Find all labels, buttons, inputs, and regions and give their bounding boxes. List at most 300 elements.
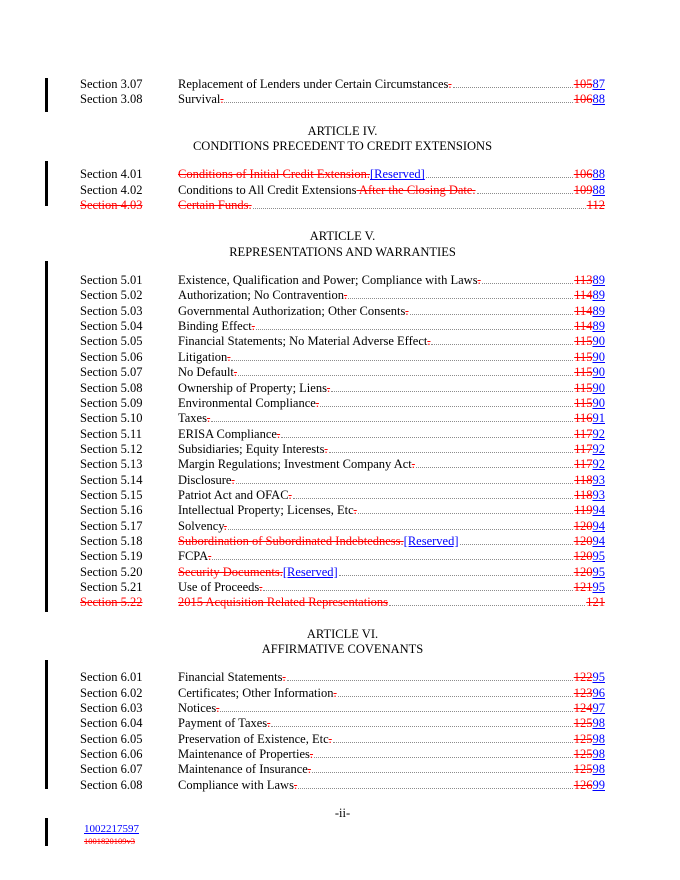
toc-row (80, 686, 605, 701)
dot-leader (281, 436, 573, 438)
section-title (178, 732, 332, 747)
article-number: ARTICLE IV. (307, 123, 378, 138)
page-number-deleted: 120 (573, 533, 593, 548)
section-title (178, 183, 476, 198)
page-numbers (574, 92, 605, 107)
page-number-inserted: 97 (592, 701, 605, 716)
page-numbers (574, 381, 605, 396)
title-text-inserted: [Reserved] (403, 533, 459, 548)
dot-leader (333, 741, 573, 743)
dot-leader (339, 574, 573, 576)
page-numbers (574, 519, 605, 534)
page-number-deleted: 109 (573, 182, 593, 197)
page-number-inserted: 90 (592, 395, 605, 410)
title-text-deleted: . (309, 747, 314, 762)
page-numbers (574, 396, 605, 411)
page-number-deleted: 106 (573, 167, 593, 182)
toc-row (80, 427, 605, 442)
title-text-deleted: . (343, 288, 348, 303)
title-text-deleted: . (276, 426, 281, 441)
toc-row (80, 473, 605, 488)
section-title (178, 334, 430, 349)
page-number-inserted: 94 (592, 518, 605, 533)
page-number-inserted: 88 (592, 182, 605, 197)
section-number: Section 5.06 (80, 349, 143, 364)
toc-row-group (80, 670, 605, 793)
title-text-deleted: . (405, 303, 409, 318)
dot-leader (482, 282, 574, 284)
page-numbers (574, 549, 605, 564)
section-number: Section 6.05 (80, 731, 143, 746)
dot-leader (211, 420, 573, 422)
article-heading (80, 229, 605, 260)
change-bar (45, 261, 48, 612)
page-numbers (574, 442, 605, 457)
page-number-deleted: 115 (574, 380, 593, 395)
toc-row (80, 701, 605, 716)
title-text-normal: Existence, Qualification and Power; Compliance with Laws (178, 273, 478, 288)
page-number-inserted: 90 (592, 334, 605, 349)
title-text-inserted: [Reserved] (282, 564, 338, 579)
page-numbers (574, 473, 605, 488)
title-text-deleted: . (206, 411, 211, 426)
page-number-inserted: 89 (592, 288, 605, 303)
title-text-deleted: . (267, 716, 271, 731)
page-numbers (574, 488, 605, 503)
section-title (178, 365, 237, 380)
title-text-deleted: . (293, 777, 298, 792)
change-bar (45, 78, 48, 112)
page-numbers (587, 198, 605, 213)
footer-page-number: -ii- (334, 806, 351, 821)
page-numbers (574, 288, 605, 303)
title-text-normal: Solvency (178, 518, 224, 533)
title-text-deleted: . (220, 92, 224, 107)
page-number-deleted: 114 (574, 288, 593, 303)
page-number-inserted: 89 (592, 303, 605, 318)
section-title (178, 92, 223, 107)
title-text-deleted: . (259, 579, 263, 594)
toc-row (80, 519, 605, 534)
toc-row (80, 92, 605, 107)
page-numbers (574, 319, 605, 334)
section-title (178, 488, 292, 503)
article-title: AFFIRMATIVE COVENANTS (261, 642, 424, 656)
page-number-deleted: 114 (574, 303, 593, 318)
section-number: Section 5.17 (80, 518, 143, 533)
title-text-deleted: . (227, 349, 231, 364)
section-number: Section 5.05 (80, 334, 143, 349)
section-title (178, 350, 230, 365)
page-number-deleted: 106 (573, 92, 593, 107)
footer-doc-numbers (84, 823, 605, 846)
section-number: Section 5.08 (80, 380, 143, 395)
dot-leader (263, 589, 572, 591)
section-number: Section 5.01 (80, 273, 143, 288)
page-number-inserted: 89 (592, 273, 605, 288)
page-numbers (574, 778, 605, 793)
toc-row (80, 716, 605, 731)
section-title (178, 381, 330, 396)
section-title (178, 304, 409, 319)
dot-leader (426, 176, 573, 178)
page-numbers (574, 334, 605, 349)
title-text-deleted: 2015 Acquisition Related Representations (178, 595, 389, 610)
section-number: Section 3.07 (80, 77, 143, 91)
section-title (178, 519, 227, 534)
page-number-deleted: 125 (573, 762, 593, 777)
title-text-normal: Ownership of Property; Liens (178, 380, 327, 395)
page-numbers (574, 167, 605, 182)
title-text-deleted: . (251, 319, 255, 334)
title-text-normal: Replacement of Lenders under Certain Circumstances (178, 77, 449, 91)
page-numbers (574, 716, 605, 731)
toc-row (80, 334, 605, 349)
section-number: Section 5.16 (80, 503, 143, 518)
section-number: Section 6.07 (80, 762, 143, 777)
section-number: Section 6.06 (80, 747, 143, 762)
page-numbers (574, 77, 605, 92)
page-numbers (574, 427, 605, 442)
section-number: Section 4.01 (80, 167, 143, 182)
page-number-deleted: 118 (574, 472, 593, 487)
dot-leader (220, 710, 572, 712)
page-number-deleted: 117 (574, 457, 593, 472)
page-number-inserted: 98 (592, 762, 605, 777)
page-number-inserted: 96 (592, 685, 605, 700)
page-number-inserted: 95 (592, 564, 605, 579)
page-number-deleted: 119 (574, 503, 593, 518)
dot-leader (460, 543, 573, 545)
toc-blocks (80, 77, 605, 793)
title-text-deleted: . (233, 365, 238, 380)
section-title (178, 457, 415, 472)
dot-leader (228, 528, 573, 530)
dot-leader (416, 466, 573, 468)
title-text-normal: Payment of Taxes (178, 716, 268, 731)
toc-row (80, 381, 605, 396)
toc-row (80, 77, 605, 92)
section-number: Section 5.10 (80, 411, 143, 426)
title-text-inserted: [Reserved] (370, 167, 425, 182)
toc-row (80, 411, 605, 426)
section-title (178, 198, 252, 213)
section-title (178, 319, 255, 334)
title-text-normal: Maintenance of Properties (178, 747, 310, 762)
toc-row (80, 580, 605, 595)
page-numbers (574, 350, 605, 365)
title-text-normal: Compliance with Laws (178, 777, 294, 792)
section-title (178, 473, 235, 488)
section-title (178, 427, 280, 442)
section-number: Section 6.02 (80, 685, 143, 700)
title-text-normal: Survival (178, 92, 221, 107)
page-number-deleted: 123 (573, 685, 593, 700)
dot-leader (236, 482, 574, 484)
title-text-deleted: Subordination of Subordinated Indebtedness. (178, 533, 404, 548)
page-number-deleted: 120 (573, 549, 593, 564)
title-text-deleted: . (288, 487, 292, 502)
page-numbers (574, 304, 605, 319)
section-title (178, 747, 313, 762)
section-title (178, 716, 270, 731)
page-numbers (574, 411, 605, 426)
title-text-normal: Financial Statements (178, 670, 283, 685)
title-text-normal: Governmental Authorization; Other Consents (178, 303, 406, 318)
page-numbers (574, 747, 605, 762)
section-number: Section 4.03 (80, 198, 143, 213)
page-number-deleted: 115 (574, 334, 593, 349)
dot-leader (348, 297, 573, 299)
page-numbers (574, 732, 605, 747)
section-title (178, 288, 347, 303)
toc-row (80, 534, 605, 549)
section-number: Section 5.19 (80, 549, 143, 564)
page-numbers (574, 273, 605, 288)
section-number: Section 5.03 (80, 303, 143, 318)
title-text-deleted: . (208, 549, 212, 564)
section-number: Section 5.21 (80, 579, 143, 594)
section-number: Section 5.02 (80, 288, 143, 303)
toc-row (80, 319, 605, 334)
title-text-deleted: . (223, 518, 227, 533)
section-title (178, 762, 311, 777)
dot-leader (271, 725, 572, 727)
title-text-deleted: . (353, 503, 357, 518)
page-number-deleted: 113 (574, 273, 593, 288)
section-title (178, 442, 328, 457)
page-number-inserted: 90 (592, 365, 605, 380)
page-number-inserted: 92 (592, 441, 605, 456)
title-text-normal: Certificates; Other Information (178, 685, 334, 700)
page-number-inserted: 89 (592, 319, 605, 334)
section-number: Section 6.08 (80, 777, 143, 792)
page-number-deleted: 125 (573, 716, 593, 731)
toc-row (80, 762, 605, 777)
section-number: Section 6.04 (80, 716, 143, 731)
toc-row (80, 198, 605, 213)
section-number: Section 4.02 (80, 182, 143, 197)
toc-row (80, 396, 605, 411)
title-text-normal: Litigation (178, 349, 228, 364)
title-text-deleted: . (315, 395, 319, 410)
article-title: CONDITIONS PRECEDENT TO CREDIT EXTENSIONS (192, 139, 493, 154)
article-heading (80, 124, 605, 155)
section-title (178, 77, 452, 92)
page-number-deleted: 120 (573, 564, 593, 579)
section-number: Section 5.04 (80, 319, 143, 334)
page-numbers (574, 565, 605, 580)
page-number-inserted: 98 (592, 716, 605, 731)
page-number-deleted: 115 (574, 395, 593, 410)
section-title (178, 778, 297, 793)
doc-number-inserted: 1002217597 (84, 823, 139, 836)
change-bar (45, 161, 48, 206)
page-numbers (574, 534, 605, 549)
section-number: Section 5.22 (80, 595, 143, 610)
page-numbers (574, 686, 605, 701)
page-numbers (574, 183, 605, 198)
dot-leader (253, 207, 586, 209)
toc-row (80, 167, 605, 182)
page-number-inserted: 94 (592, 503, 605, 518)
section-title (178, 565, 338, 580)
title-text-normal: FCPA (178, 549, 209, 564)
section-number: Section 5.13 (80, 457, 143, 472)
toc-row (80, 288, 605, 303)
section-title (178, 549, 211, 564)
title-text-normal: Use of Proceeds (178, 579, 260, 594)
title-text-normal: ERISA Compliance (178, 426, 277, 441)
page-number-inserted: 92 (592, 457, 605, 472)
page-number-deleted: 114 (574, 319, 593, 334)
page-number-deleted: 117 (574, 441, 593, 456)
dot-leader (431, 343, 573, 345)
dot-leader (389, 604, 585, 606)
page-number-inserted: 98 (592, 731, 605, 746)
article-heading (80, 627, 605, 658)
page-numbers (586, 595, 605, 610)
section-title (178, 701, 219, 716)
dot-leader (212, 558, 573, 560)
section-title (178, 580, 262, 595)
title-text-normal: Taxes (178, 411, 207, 426)
title-text-normal: Maintenance of Insurance (178, 762, 308, 777)
toc-row (80, 549, 605, 564)
title-text-deleted: Certain Funds. (178, 198, 252, 213)
page-number-inserted: 98 (592, 747, 605, 762)
section-number: Section 5.07 (80, 365, 143, 380)
dot-leader (338, 695, 573, 697)
section-number: Section 5.11 (80, 426, 143, 441)
section-number: Section 5.18 (80, 533, 143, 548)
page-number-deleted: 121 (586, 595, 605, 610)
toc-row (80, 595, 605, 610)
page-number-inserted: 93 (592, 472, 605, 487)
section-number: Section 3.08 (80, 92, 143, 107)
section-number: Section 5.20 (80, 564, 143, 579)
section-number: Section 5.09 (80, 395, 143, 410)
title-text-deleted: . (333, 685, 337, 700)
title-text-normal: Disclosure (178, 472, 232, 487)
toc-row (80, 778, 605, 793)
section-number: Section 6.03 (80, 701, 143, 716)
page-number-inserted: 99 (592, 777, 605, 792)
title-text-deleted: . (328, 731, 332, 746)
page-numbers (574, 365, 605, 380)
page-numbers (574, 503, 605, 518)
toc-row-group (80, 167, 605, 213)
title-text-deleted: . (411, 457, 415, 472)
section-title (178, 411, 210, 426)
section-title (178, 503, 357, 518)
title-text-deleted: . (216, 701, 220, 716)
page-number-deleted: 118 (574, 487, 593, 502)
page-numbers (574, 457, 605, 472)
dot-leader (238, 374, 573, 376)
dot-leader (293, 497, 574, 499)
title-text-normal: Notices (178, 701, 217, 716)
dot-leader (410, 313, 574, 315)
toc-row (80, 273, 605, 288)
title-text-normal: No Default (178, 365, 234, 380)
page-number-deleted: 120 (573, 518, 593, 533)
toc-row (80, 350, 605, 365)
section-title (178, 670, 286, 685)
title-text-normal: Subsidiaries; Equity Interests (178, 441, 325, 456)
page-number-deleted: 116 (574, 411, 593, 426)
page-number-deleted: 125 (573, 747, 593, 762)
section-number: Section 5.14 (80, 472, 143, 487)
title-text-deleted: Conditions of Initial Credit Extension. (178, 167, 370, 182)
page-number-inserted: 94 (592, 533, 605, 548)
page-number-deleted: 112 (586, 198, 605, 213)
title-text-normal: Environmental Compliance (178, 395, 316, 410)
toc-row (80, 457, 605, 472)
dot-leader (453, 86, 573, 88)
page-number-inserted: 91 (592, 411, 605, 426)
section-title (178, 273, 481, 288)
page-number-inserted: 92 (592, 426, 605, 441)
title-text-deleted: . (477, 273, 481, 288)
page-number-inserted: 90 (592, 380, 605, 395)
title-text-deleted: . (448, 77, 452, 91)
page-number-inserted: 93 (592, 487, 605, 502)
page-number-inserted: 87 (592, 77, 605, 91)
toc-row (80, 488, 605, 503)
title-text-normal: Authorization; No Contravention (178, 288, 344, 303)
toc-row (80, 747, 605, 762)
title-text-deleted: . (231, 472, 235, 487)
toc-row (80, 304, 605, 319)
title-text-normal: Preservation of Existence, Etc (178, 731, 329, 746)
dot-leader (287, 679, 573, 681)
article-number: ARTICLE VI. (306, 626, 379, 641)
article-number: ARTICLE V. (309, 229, 376, 244)
dot-leader (358, 512, 573, 514)
dot-leader (477, 192, 573, 194)
title-text-deleted: After the Closing Date. (356, 182, 476, 197)
title-text-deleted: . (307, 762, 311, 777)
section-title (178, 534, 459, 549)
toc-row (80, 365, 605, 380)
title-text-normal: Conditions to All Credit Extensions (178, 182, 357, 197)
page-number-deleted: 126 (573, 777, 593, 792)
title-text-deleted: . (427, 334, 431, 349)
section-title (178, 686, 337, 701)
title-text-deleted: Security Documents. (178, 564, 283, 579)
page-number-deleted: 115 (574, 349, 593, 364)
toc-row (80, 565, 605, 580)
dot-leader (312, 771, 573, 773)
section-title (178, 595, 388, 610)
section-number: Section 5.15 (80, 487, 143, 502)
title-text-deleted: . (324, 441, 328, 456)
page-number-inserted: 88 (592, 92, 605, 107)
page-number-inserted: 95 (592, 670, 605, 685)
toc-row-group (80, 273, 605, 611)
toc-row (80, 670, 605, 685)
page-number-inserted: 95 (592, 579, 605, 594)
dot-leader (329, 451, 574, 453)
title-text-normal: Financial Statements; No Material Adverse Effect (178, 334, 428, 349)
page-number-deleted: 124 (573, 701, 593, 716)
page-number-deleted: 117 (574, 426, 593, 441)
change-bar (45, 660, 48, 789)
dot-leader (231, 359, 573, 361)
page-number-inserted: 90 (592, 349, 605, 364)
page-number-deleted: 125 (573, 731, 593, 746)
